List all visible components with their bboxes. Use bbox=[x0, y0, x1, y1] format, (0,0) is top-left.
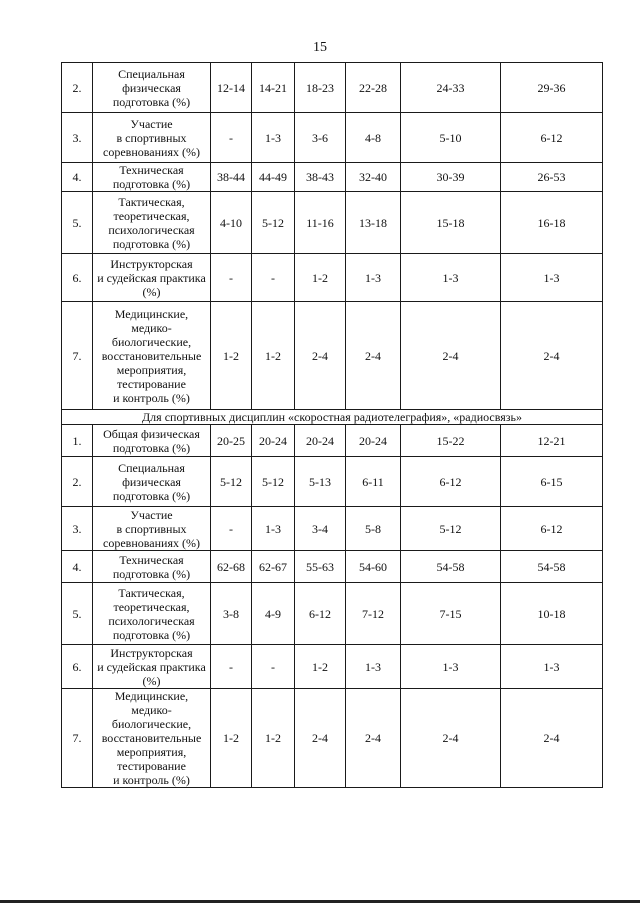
value-cell: 1-3 bbox=[252, 507, 295, 551]
row-name bbox=[93, 163, 211, 192]
row-name-line: (%) bbox=[142, 673, 161, 688]
row-name-line: подготовка (%) bbox=[112, 236, 191, 251]
row-name bbox=[93, 254, 211, 302]
row-name-line: Техническая bbox=[119, 552, 184, 567]
value-cell: 26-53 bbox=[501, 163, 603, 192]
row-name-line: Специальная bbox=[118, 460, 185, 475]
value-cell: 18-23 bbox=[295, 63, 346, 113]
value-cell: 2-4 bbox=[401, 302, 501, 410]
value-cell: 4-8 bbox=[346, 113, 401, 163]
row-name-line: подготовка (%) bbox=[112, 94, 191, 109]
value-cell: 7-15 bbox=[401, 583, 501, 645]
value-cell: 20-24 bbox=[346, 425, 401, 457]
row-name-line: биологические, bbox=[111, 717, 192, 731]
value-cell: 5-12 bbox=[211, 457, 252, 507]
value-cell: 5-13 bbox=[295, 457, 346, 507]
table-row bbox=[62, 302, 603, 410]
value-cell: 1-2 bbox=[295, 254, 346, 302]
value-cell: 7-12 bbox=[346, 583, 401, 645]
value-cell: 1-3 bbox=[501, 254, 603, 302]
training-plan-table bbox=[61, 62, 603, 788]
row-name bbox=[93, 113, 211, 163]
value-cell: 16-18 bbox=[501, 192, 603, 254]
value-cell: - bbox=[211, 113, 252, 163]
row-name-line: психологическая bbox=[108, 613, 195, 628]
row-number: 2. bbox=[62, 457, 93, 507]
value-cell: 32-40 bbox=[346, 163, 401, 192]
value-cell: 6-12 bbox=[401, 457, 501, 507]
table-group-2 bbox=[62, 425, 603, 788]
value-cell: 1-3 bbox=[401, 645, 501, 689]
value-cell: 1-2 bbox=[211, 689, 252, 788]
value-cell: 6-15 bbox=[501, 457, 603, 507]
value-cell: 62-67 bbox=[252, 551, 295, 583]
table-row bbox=[62, 113, 603, 163]
value-cell: 4-10 bbox=[211, 192, 252, 254]
row-name-line: теоретическая, bbox=[113, 208, 190, 223]
value-cell: 54-58 bbox=[501, 551, 603, 583]
value-cell: 24-33 bbox=[401, 63, 501, 113]
table-row bbox=[62, 457, 603, 507]
row-name-line: тестирование bbox=[117, 376, 186, 391]
row-number: 6. bbox=[62, 645, 93, 689]
value-cell: 1-2 bbox=[211, 302, 252, 410]
row-name bbox=[93, 425, 211, 457]
value-cell: 54-60 bbox=[346, 551, 401, 583]
value-cell: 1-3 bbox=[501, 645, 603, 689]
value-cell: 1-2 bbox=[252, 689, 295, 788]
value-cell: 3-8 bbox=[211, 583, 252, 645]
row-name-line: Техническая bbox=[119, 163, 184, 177]
row-name-line: физическая bbox=[122, 474, 181, 489]
row-name-line: восстановительные bbox=[101, 731, 202, 745]
row-name-line: медико- bbox=[131, 703, 172, 717]
row-name-line: Инструкторская bbox=[110, 645, 193, 660]
section-header-group bbox=[62, 410, 603, 425]
row-name bbox=[93, 583, 211, 645]
value-cell: 6-12 bbox=[501, 507, 603, 551]
row-number: 4. bbox=[62, 163, 93, 192]
page-bottom-border bbox=[0, 900, 640, 903]
row-number: 5. bbox=[62, 583, 93, 645]
row-name-line: Участие bbox=[130, 116, 173, 131]
value-cell: 2-4 bbox=[295, 689, 346, 788]
row-name-line: тестирование bbox=[117, 759, 186, 773]
value-cell: 62-68 bbox=[211, 551, 252, 583]
section-title: Для спортивных дисциплин «скоростная радиотелеграфия», «радиосвязь» bbox=[62, 410, 603, 425]
value-cell: 3-6 bbox=[295, 113, 346, 163]
value-cell: 15-22 bbox=[401, 425, 501, 457]
value-cell: 6-12 bbox=[501, 113, 603, 163]
row-name bbox=[93, 507, 211, 551]
row-name bbox=[93, 192, 211, 254]
row-name-line: и контроль (%) bbox=[113, 773, 190, 787]
row-name-line: физическая bbox=[122, 80, 181, 95]
page-number: 15 bbox=[313, 40, 327, 55]
row-name-line: соревнованиях (%) bbox=[103, 535, 200, 550]
table-row bbox=[62, 425, 603, 457]
value-cell: 30-39 bbox=[401, 163, 501, 192]
row-number: 7. bbox=[62, 689, 93, 788]
value-cell: - bbox=[252, 645, 295, 689]
table-row bbox=[62, 551, 603, 583]
row-number: 1. bbox=[62, 425, 93, 457]
value-cell: 1-2 bbox=[252, 302, 295, 410]
value-cell: 38-43 bbox=[295, 163, 346, 192]
table-row bbox=[62, 645, 603, 689]
value-cell: 15-18 bbox=[401, 192, 501, 254]
value-cell: 14-21 bbox=[252, 63, 295, 113]
row-name bbox=[93, 645, 211, 689]
value-cell: 5-12 bbox=[252, 192, 295, 254]
row-name-line: в спортивных bbox=[116, 130, 187, 145]
row-name-line: и контроль (%) bbox=[113, 390, 190, 405]
row-name-line: в спортивных bbox=[116, 521, 187, 536]
row-name-line: подготовка (%) bbox=[112, 177, 191, 191]
value-cell: 1-2 bbox=[295, 645, 346, 689]
row-number: 3. bbox=[62, 113, 93, 163]
value-cell: 13-18 bbox=[346, 192, 401, 254]
value-cell: 2-4 bbox=[401, 689, 501, 788]
table-row bbox=[62, 63, 603, 113]
row-name-line: мероприятия, bbox=[116, 362, 187, 377]
row-name-line: Медицинские, bbox=[114, 306, 189, 321]
value-cell: 29-36 bbox=[501, 63, 603, 113]
table-row bbox=[62, 192, 603, 254]
value-cell: 20-24 bbox=[252, 425, 295, 457]
row-name-line: подготовка (%) bbox=[112, 488, 191, 503]
row-name-line: подготовка (%) bbox=[112, 566, 191, 581]
row-name bbox=[93, 551, 211, 583]
value-cell: 20-25 bbox=[211, 425, 252, 457]
row-name-line: Инструкторская bbox=[110, 256, 193, 271]
row-number: 5. bbox=[62, 192, 93, 254]
table-group-1 bbox=[62, 63, 603, 410]
table-row bbox=[62, 254, 603, 302]
value-cell: 5-10 bbox=[401, 113, 501, 163]
value-cell: 22-28 bbox=[346, 63, 401, 113]
value-cell: 44-49 bbox=[252, 163, 295, 192]
row-name-line: мероприятия, bbox=[116, 745, 187, 759]
row-number: 4. bbox=[62, 551, 93, 583]
value-cell: 5-12 bbox=[401, 507, 501, 551]
value-cell: - bbox=[211, 507, 252, 551]
row-name-line: медико- bbox=[131, 320, 172, 335]
value-cell: 55-63 bbox=[295, 551, 346, 583]
value-cell: 1-3 bbox=[401, 254, 501, 302]
table-row bbox=[62, 507, 603, 551]
value-cell: 10-18 bbox=[501, 583, 603, 645]
table-row bbox=[62, 163, 603, 192]
value-cell: 6-11 bbox=[346, 457, 401, 507]
row-number: 3. bbox=[62, 507, 93, 551]
value-cell: 12-14 bbox=[211, 63, 252, 113]
row-name bbox=[93, 457, 211, 507]
value-cell: 12-21 bbox=[501, 425, 603, 457]
value-cell: 2-4 bbox=[346, 689, 401, 788]
value-cell: 3-4 bbox=[295, 507, 346, 551]
value-cell: 2-4 bbox=[295, 302, 346, 410]
value-cell: 54-58 bbox=[401, 551, 501, 583]
row-name-line: подготовка (%) bbox=[112, 440, 191, 455]
row-name-line: Тактическая, bbox=[118, 585, 185, 600]
row-name-line: (%) bbox=[142, 284, 161, 299]
table-row bbox=[62, 689, 603, 788]
value-cell: 2-4 bbox=[501, 302, 603, 410]
row-name-line: соревнованиях (%) bbox=[103, 144, 200, 159]
value-cell: 11-16 bbox=[295, 192, 346, 254]
value-cell: 20-24 bbox=[295, 425, 346, 457]
value-cell: 5-12 bbox=[252, 457, 295, 507]
row-name bbox=[93, 302, 211, 410]
value-cell: 1-3 bbox=[346, 645, 401, 689]
section-row bbox=[62, 410, 603, 425]
row-name-line: и судейская практика bbox=[97, 659, 206, 674]
row-name-line: Специальная bbox=[118, 66, 185, 81]
value-cell: - bbox=[211, 645, 252, 689]
row-name-line: Медицинские, bbox=[114, 689, 189, 703]
row-name-line: биологические, bbox=[111, 334, 192, 349]
value-cell: 2-4 bbox=[346, 302, 401, 410]
row-number: 6. bbox=[62, 254, 93, 302]
row-number: 2. bbox=[62, 63, 93, 113]
row-name-line: Тактическая, bbox=[118, 194, 185, 209]
row-name-line: и судейская практика bbox=[97, 270, 206, 285]
row-name-line: психологическая bbox=[108, 222, 195, 237]
value-cell: - bbox=[252, 254, 295, 302]
table-row bbox=[62, 583, 603, 645]
value-cell: 4-9 bbox=[252, 583, 295, 645]
row-name-line: подготовка (%) bbox=[112, 627, 191, 642]
value-cell: 6-12 bbox=[295, 583, 346, 645]
row-number: 7. bbox=[62, 302, 93, 410]
row-name-line: теоретическая, bbox=[113, 599, 190, 614]
row-name-line: Общая физическая bbox=[103, 426, 200, 441]
value-cell: 2-4 bbox=[501, 689, 603, 788]
value-cell: - bbox=[211, 254, 252, 302]
value-cell: 1-3 bbox=[252, 113, 295, 163]
row-name-line: восстановительные bbox=[101, 348, 202, 363]
value-cell: 38-44 bbox=[211, 163, 252, 192]
value-cell: 1-3 bbox=[346, 254, 401, 302]
value-cell: 5-8 bbox=[346, 507, 401, 551]
row-name bbox=[93, 689, 211, 788]
row-name bbox=[93, 63, 211, 113]
row-name-line: Участие bbox=[130, 507, 173, 522]
